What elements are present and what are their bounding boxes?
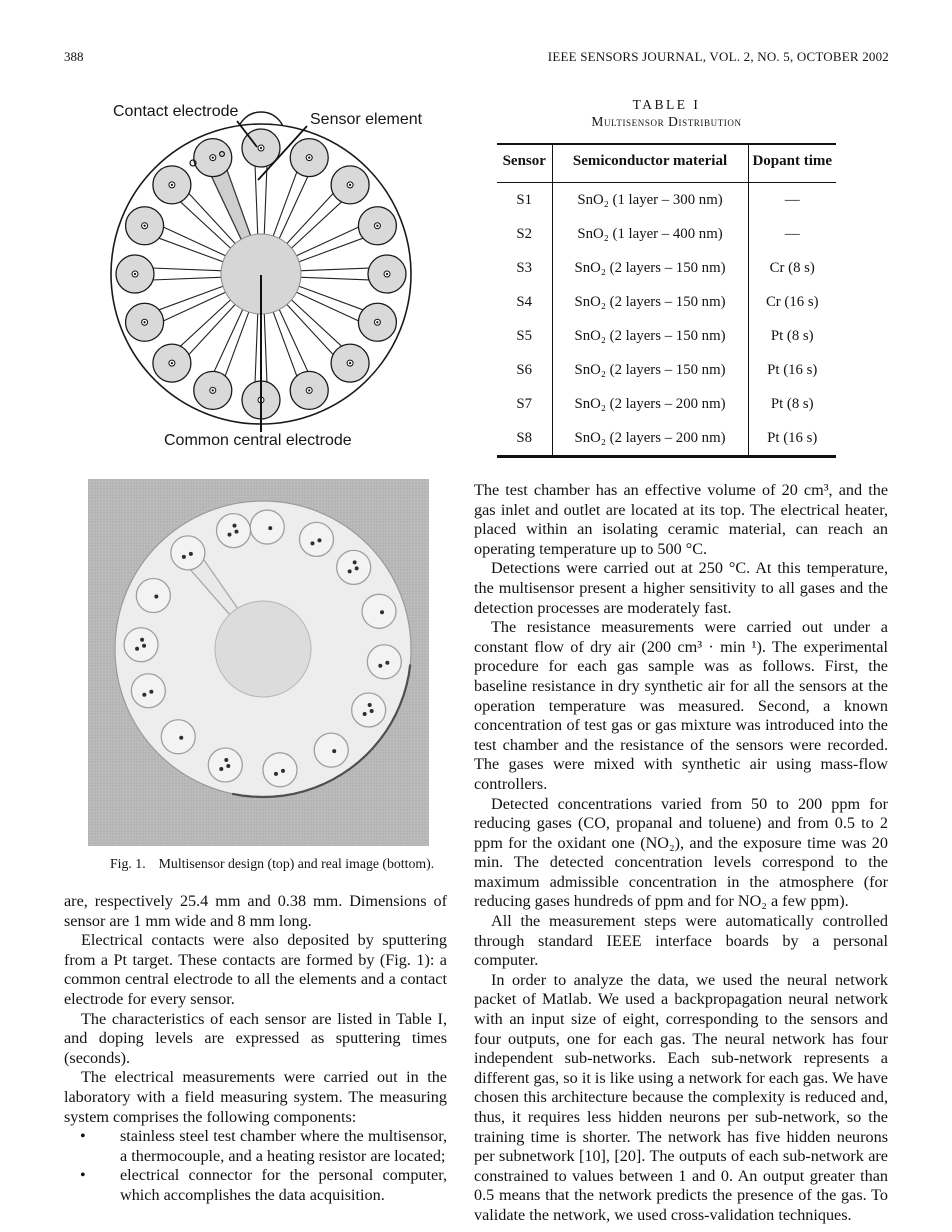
table-cell: Pt (16 s) [748, 353, 836, 387]
table-cell: S7 [516, 395, 533, 412]
bullet-icon: • [80, 1166, 86, 1185]
table1-block [497, 97, 836, 458]
table-cell: Cr (8 s) [748, 251, 836, 285]
table1-subtitle: Multisensor Distribution [591, 114, 742, 129]
left-paragraphs [64, 892, 447, 1127]
table-row [497, 421, 836, 457]
multisensor-diagram-figure [88, 96, 436, 448]
table-cell: SnO₂ (2 layers – 150 nm) [552, 319, 748, 353]
photo-shapes [88, 479, 429, 846]
column-header-sensor: Sensor [497, 144, 552, 183]
table-cell: Pt (16 s) [748, 421, 836, 457]
table-cell: SnO₂ (1 layer – 300 nm) [552, 183, 748, 218]
table-row [497, 285, 836, 319]
paragraph: The test chamber has an effective volume of 20 cm³, and the gas inlet and outlet are located at its top. The electrical heater, placed within an isolating ceramic material, can reach an operating temperature up to 500 °C. [474, 481, 888, 558]
diagram-label-contact-electrode: Contact electrode [113, 103, 239, 120]
multisensor-table [497, 143, 836, 458]
paragraph: The resistance measurements were carried out under a constant flow of dry air (200 cm³ · min ¹). The experimental procedure for each gas sample was as follows. First, the baseline resistance in dry synthetic air for all the sensors at the operation temperature was measured. Second, a known concentration of test gas or gas mixture was introduced into the test chamber and the resistance of the sensors were recorded. The gases were mixed with synthetic air using mass-flow controllers. [474, 618, 888, 793]
table-row [497, 251, 836, 285]
column-header-material: Semiconductor material [552, 144, 748, 183]
table-cell: SnO₂ (2 layers – 150 nm) [552, 353, 748, 387]
table-cell: — [748, 183, 836, 218]
table-cell: SnO₂ (2 layers – 200 nm) [552, 387, 748, 421]
paragraph: Detections were carried out at 250 °C. At this temperature, the multisensor present a higher sensitivity to all gases and the detection processes are moderately fast. [474, 559, 888, 617]
table-cell: S4 [516, 293, 533, 310]
table-cell: SnO₂ (2 layers – 150 nm) [552, 251, 748, 285]
figure-caption-label: Fig. 1. [110, 856, 146, 871]
table-cell: S5 [516, 327, 533, 344]
multisensor-photo-figure [88, 479, 429, 846]
journal-header: IEEE SENSORS JOURNAL, VOL. 2, NO. 5, OCTOBER 2002 [547, 49, 889, 64]
paragraph: The electrical measurements were carried out in the laboratory with a field measuring system. The measuring system comprises the following components: [64, 1068, 447, 1126]
page-number: 388 [64, 49, 84, 64]
text-column-left [64, 892, 447, 1206]
table-row [497, 387, 836, 421]
table1-title: TABLE I [632, 97, 701, 112]
component-bullet-list [64, 1127, 447, 1205]
paragraph: Electrical contacts were also deposited by sputtering from a Pt target. These contacts are formed by (Fig. 1): a common central electrode to all the elements and a contact electrode for every sensor. [64, 931, 447, 1008]
column-header-dopant: Dopant time [748, 144, 836, 183]
text-column-right [474, 481, 888, 1226]
table-row [497, 319, 836, 353]
table-row [497, 353, 836, 387]
bullet-text: stainless steel test chamber where the multisensor, a thermocouple, and a heating resistor are located; [120, 1127, 447, 1165]
table-row [497, 183, 836, 218]
table-cell: Cr (16 s) [748, 285, 836, 319]
figure-caption-text: Multisensor design (top) and real image (bottom). [158, 856, 435, 871]
table-cell: S6 [516, 361, 533, 378]
table-cell: Pt (8 s) [748, 387, 836, 421]
table-cell: S3 [516, 259, 533, 276]
diagram-label-common-central-electrode: Common central electrode [164, 432, 352, 448]
paragraph: Detected concentrations varied from 50 to 200 ppm for reducing gases (CO, propanal and toluene) and from 0.5 to 2 ppm for the oxidant one (NO₂), and the exposure time was 20 min. The detected concentration levels correspond to the maximum admissible concentration in the atmosphere (for reducing gases hundreds of ppm and for NO₂ a few ppm). [474, 794, 888, 911]
table-cell: SnO₂ (1 layer – 400 nm) [552, 217, 748, 251]
paragraph: All the measurement steps were automatically controlled through standard IEEE interface boards by a personal computer. [474, 912, 888, 970]
table-cell: Pt (8 s) [748, 319, 836, 353]
table-cell: S8 [516, 429, 533, 446]
table-cell: SnO₂ (2 layers – 150 nm) [552, 285, 748, 319]
table-header-row [497, 144, 836, 183]
table-body [497, 183, 836, 457]
bullet-item [64, 1166, 447, 1205]
table-cell: — [748, 217, 836, 251]
bullet-item [64, 1127, 447, 1166]
paragraph: In order to analyze the data, we used the neural network packet of Matlab. We used a backpropagation neural network with an input size of eight, corresponding to the sensors and four outputs, one for each gas. The neural network has four independent sub-networks. Each sub-network represents a different gas, so it is like using a network for each gas. We have chosen this architecture because the complexity is reduced and, thus, it requires less hidden neurons per sub-network, so the training time is shorter. The network has five hidden neurons per subnetwork [10], [20]. The outputs of each sub-network are constrained to values between 1 and 0. An output greater than 0.5 means that the network predicts the presence of the gas. To validate the network, we used cross-validation techniques. [474, 970, 888, 1224]
table-cell: S1 [516, 191, 533, 208]
figure-caption [110, 856, 440, 872]
right-paragraphs [474, 481, 888, 1226]
diagram-shapes [111, 112, 411, 432]
bullet-text: electrical connector for the personal computer, which accomplishes the data acquisition. [120, 1166, 447, 1204]
diagram-label-sensor-element: Sensor element [310, 111, 423, 128]
paragraph: are, respectively 25.4 mm and 0.38 mm. Dimensions of sensor are 1 mm wide and 8 mm long. [64, 892, 447, 930]
bullet-icon: • [80, 1127, 86, 1146]
table-cell: S2 [516, 225, 533, 242]
table-cell: SnO₂ (2 layers – 200 nm) [552, 421, 748, 457]
table-row [497, 217, 836, 251]
paragraph: The characteristics of each sensor are listed in Table I, and doping levels are expressed as sputtering times (seconds). [64, 1009, 447, 1067]
